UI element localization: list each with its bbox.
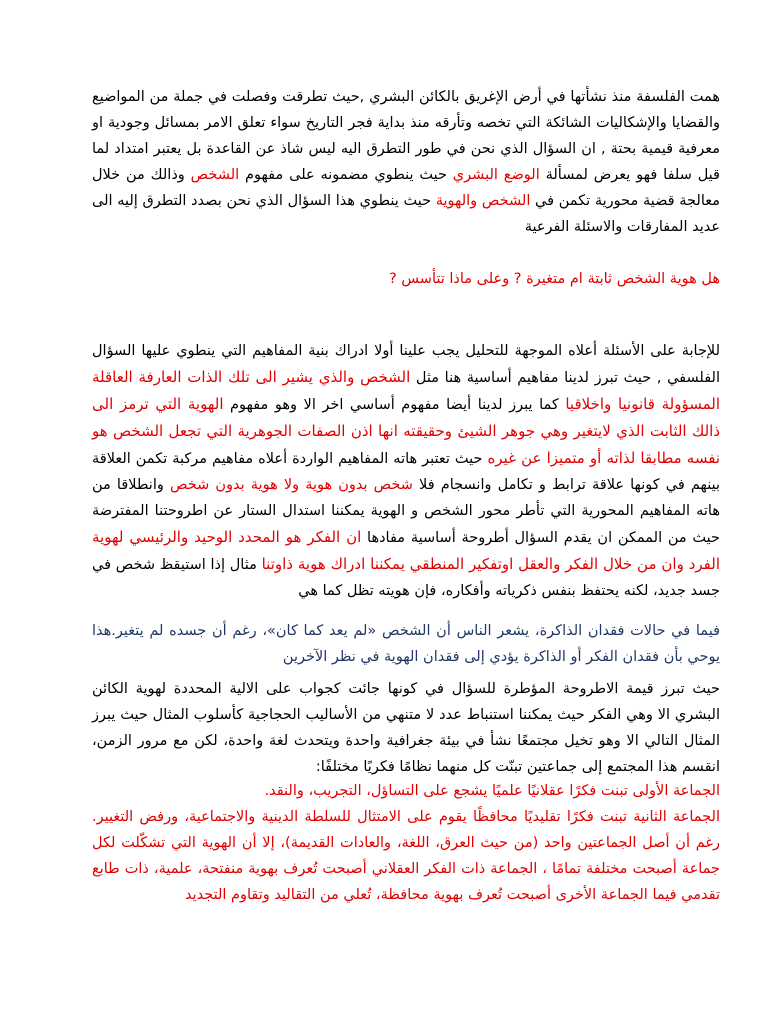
intro-keyword-person-identity: الشخص والهوية: [435, 193, 531, 209]
intro-text-1: همت الفلسفة منذ نشأتها في أرض الإغريق بالكائن البشري ,حيث تطرقت وفصلت في جملة من المواضيع والقضايا والإشكاليات الشائكة التي تخصه وتأرقه منذ بداية فجر التاريخ سواء تعلق الامر بمسائل وجودية او معرفية قيمية بحتة , ان السؤال الذي نحن في طور التطرق اليه ليس شاذ عن القاعدة بل يعتبر امتداد لما قيل سلفا فهو يعرض لمسألة: [92, 89, 720, 183]
concepts-keyword-relation: شخص بدون هوية ولا هوية بدون شخص: [169, 477, 413, 493]
intro-paragraph: [92, 84, 720, 240]
definition-identity: الهوية التي ترمز الى ذالك الثابت الذي لايتغير وهي جوهر الشيئ وحقيقته انها اذن الصفات الجوهرية التي تجعل الشخص هو نفسه مطابقا لذاته أو متميزا عن غيره: [92, 395, 720, 467]
concepts-text-3: حيث تعتبر هاته المفاهيم الواردة أعلاه مفاهيم مركبة تكمن العلاقة بينهم في كونها علاقة ترابط و تكامل وانسجام فلا: [92, 451, 720, 493]
example-text: مثال إذا استيقظ شخص في جسد جديد، لكنه يحتفظ بنفس ذكرياته وأفكاره، فإن هويته تظل كما هي: [92, 557, 720, 599]
intro-text-4: حيث ينطوي هذا السؤال الذي نحن بصدد التطرق إليه الى عديد المفارقات والاسئلة الفرعية: [92, 193, 720, 235]
intro-text-3: وذالك من خلال معالجة قضية محورية تكمن في: [92, 167, 720, 209]
concepts-text-1: للإجابة على الأسئلة أعلاه الموجهة للتحليل يجب علينا أولا ادراك بنية المفاهيم التي ينطوي عليها السؤال الفلسفي , حيث تبرز لدينا مفاهيم أساسية هنا مثل: [92, 343, 721, 386]
argument-paragraph: حيث تبرز قيمة الاطروحة المؤطرة للسؤال في كونها جائت كجواب على الالية المحددة لهوية الكائن البشري الا وهي الفكر حيث يمكننا استنباط عدد لا متنهي من الأساليب الحجاجية كأسلوب المثال حيث يبرز المثال التالي الا وهو تخيل مجتمعًا نشأ في بيئة جغرافية واحدة ويتحدث لغة واحدة، لكن مع مرور الزمن، انقسم هذا المجتمع إلى جماعتين تبنّت كل منهما نظامًا فكريًا مختلفًا:: [92, 681, 720, 775]
concepts-paragraph: [92, 338, 720, 604]
concepts-text-2: كما يبرز لدينا أيضا مفهوم أساسي اخر الا وهو مفهوم: [223, 397, 566, 413]
intro-text-2: حيث ينطوي مضمونه على مفهوم: [239, 167, 453, 183]
intro-keyword-human-condition: الوضع البشري: [452, 167, 540, 183]
memory-loss-quote: فيما في حالات فقدان الذاكرة، يشعر الناس أن الشخص «لم يعد كما كان»، رغم أن جسده لم يتغير.هذا يوحي بأن فقدان الفكر أو الذاكرة يؤدي إلى فقدان الهوية في نظر الآخرين: [92, 623, 720, 665]
intro-keyword-person: الشخص: [190, 167, 240, 183]
concepts-text-4: وانطلاقا من هاته المفاهيم المحورية التي تأطر محور الشخص و الهوية يمكننا استدال الستار عن اطروحتنا المفترضة حيث من الممكن ان يقدم السؤال أطروحة أساسية مفادها: [92, 477, 720, 546]
list-item-group-1: الجماعة الأولى تبنت فكرًا عقلانيًا علميًا يشجع على التساؤل، التجريب، والنقد.: [264, 783, 720, 799]
definition-person: الشخص والذي يشير الى تلك الذات العارفة العاقلة المسؤولة قانونيا واخلاقيا: [92, 368, 720, 413]
problem-question: هل هوية الشخص ثابتة ام متغيرة ? وعلى ماذا تتأسس ?: [389, 271, 720, 287]
list-item-group-2: الجماعة الثانية تبنت فكرًا تقليديًا محافظًا يقوم على الامتثال للسلطة الدينية والاجتماعية، ورفض التغيير. رغم أن أصل الجماعتين واحد (من حيث العرق، اللغة، والعادات القديمة)، إلا أن الهوية التي تشكّلت لكل جماعة أصبحت مختلفة تمامًا ، الجماعة ذات الفكر العقلاني أصبحت تُعرف بهوية منفتحة، علمية، ذات طابع تقدمي فيما الجماعة الأخرى أصبحت تُعرف بهوية محافظة، تُعلي من التقاليد وتقاوم التجديد: [92, 809, 720, 903]
thesis-statement: ان الفكر هو المحدد الوحيد والرئيسي لهوية الفرد وان من خلال الفكر والعقل اوتفكير المنطقي يمكننا ادراك هوية ذاوتنا: [92, 528, 720, 573]
groups-list: [92, 778, 720, 908]
